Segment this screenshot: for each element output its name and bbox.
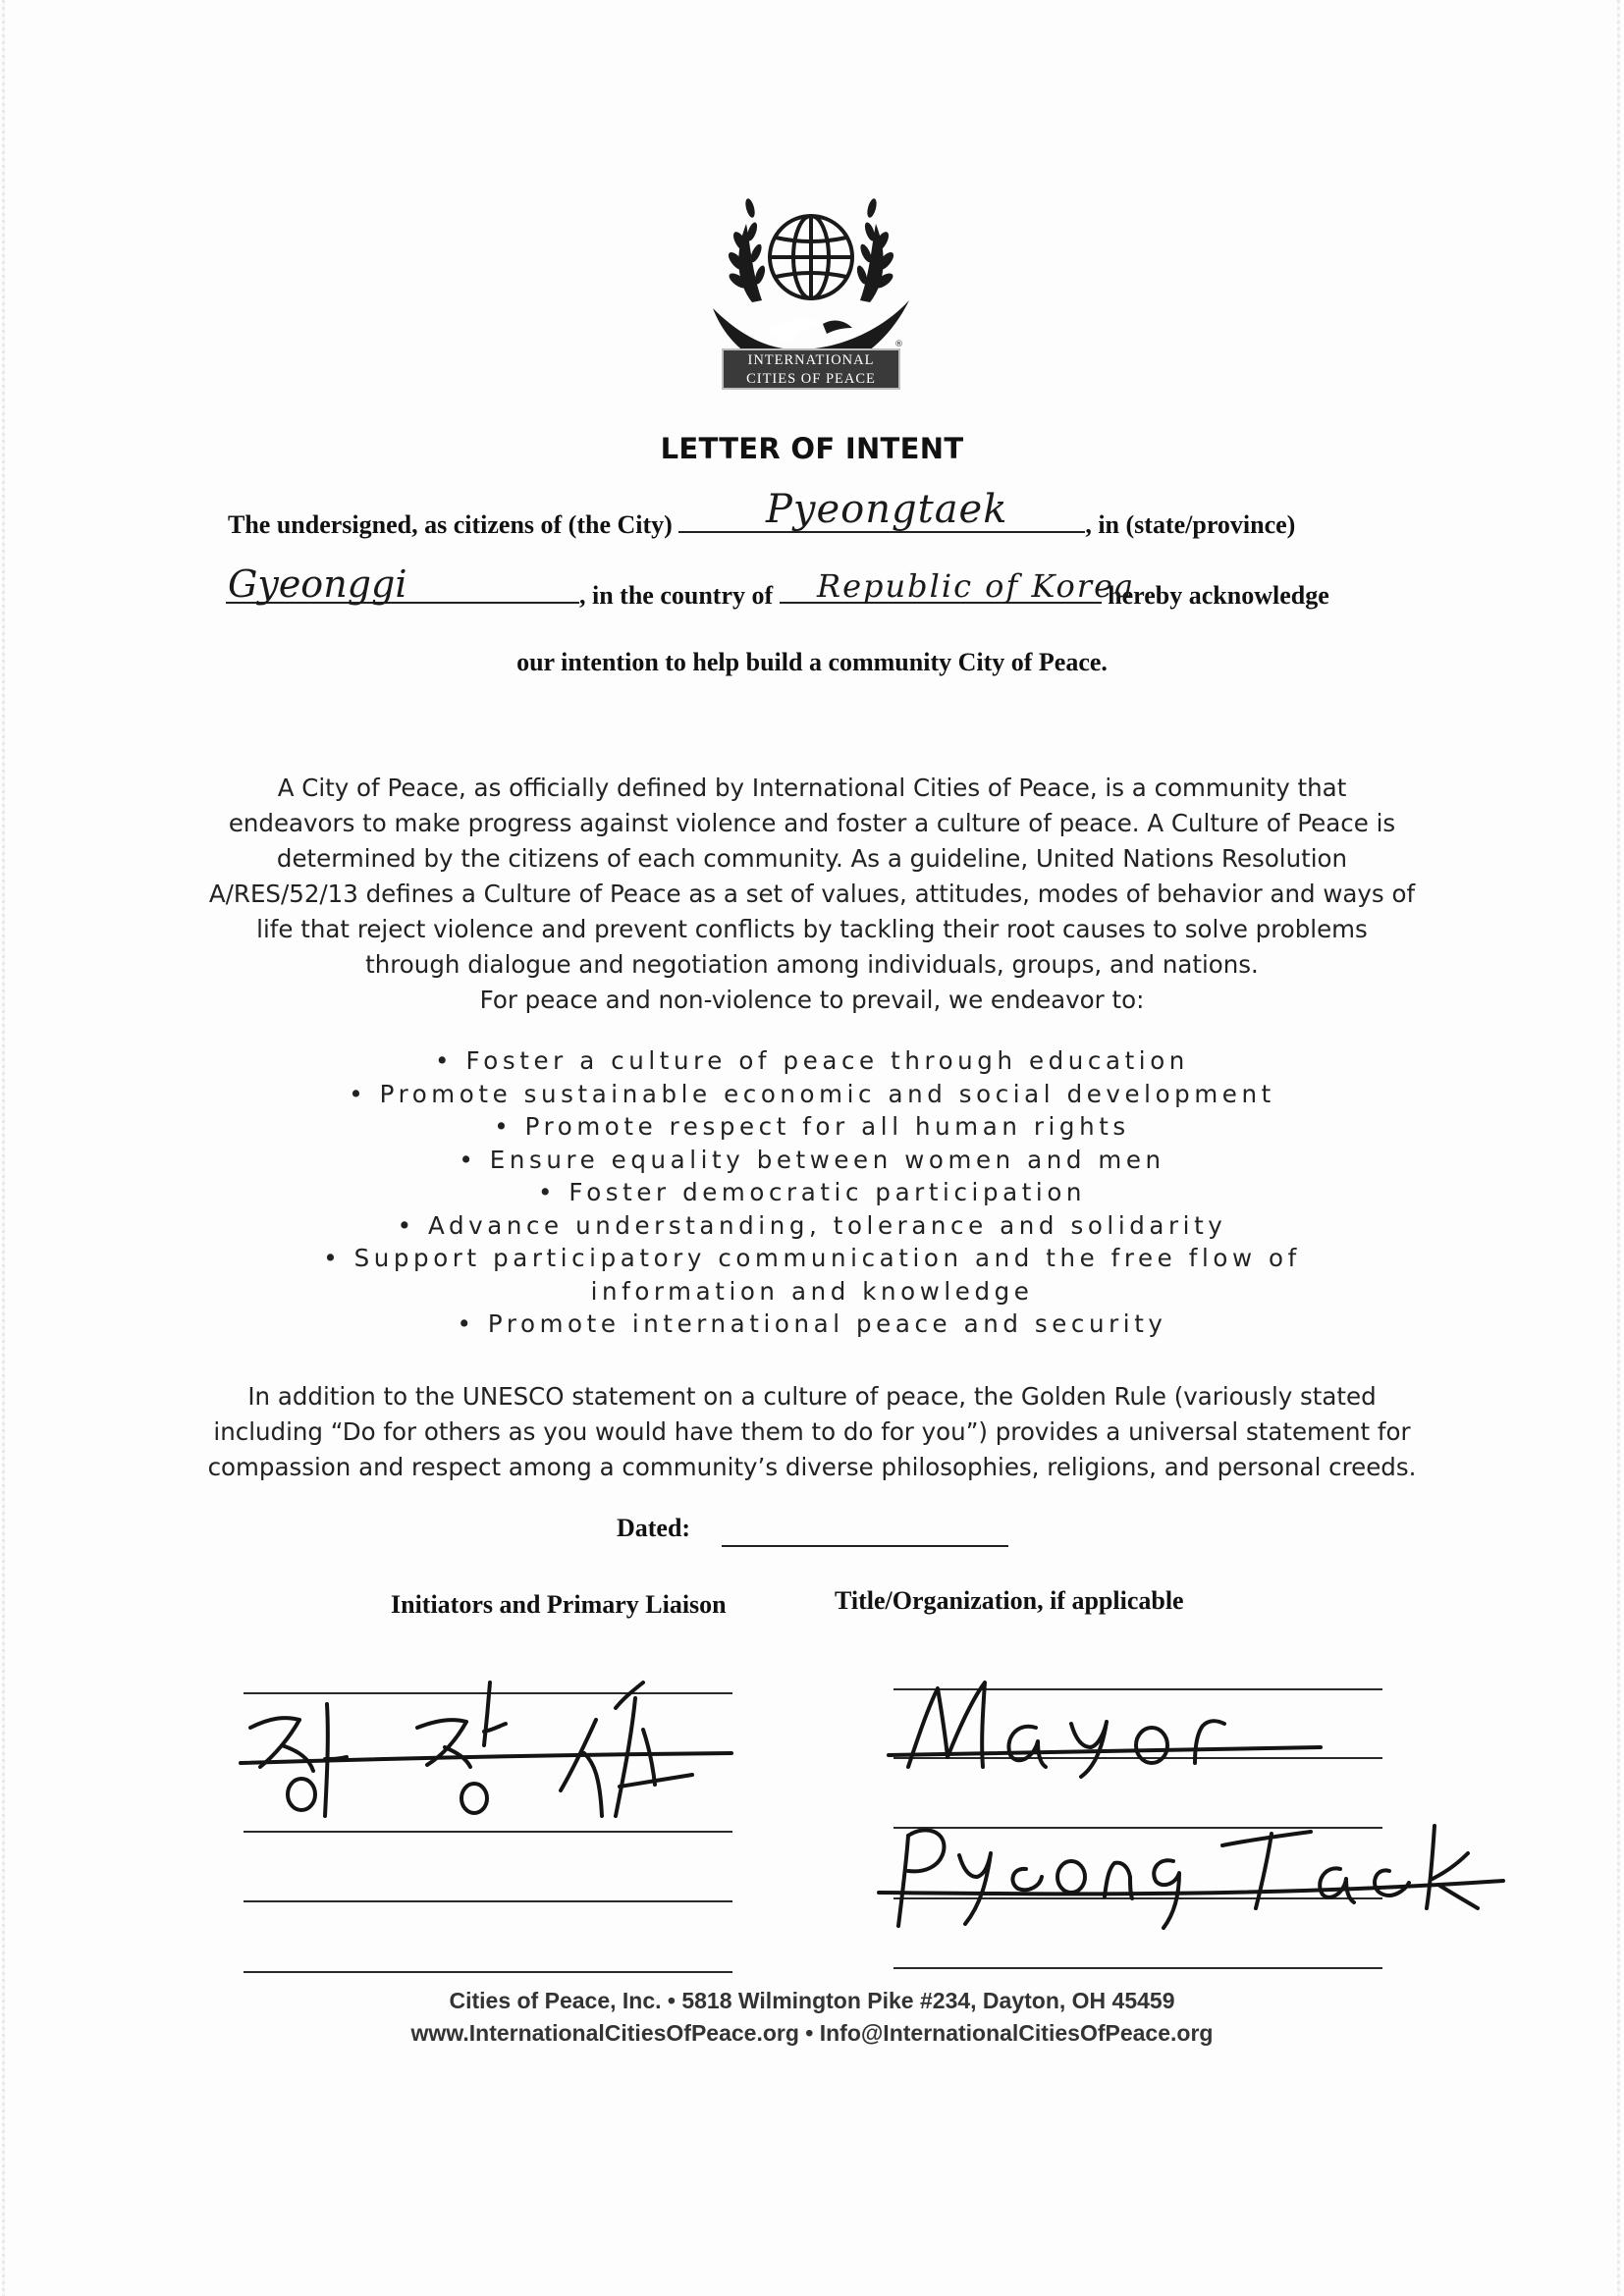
definition-line: A/RES/52/13 defines a Culture of Peace as a set of values, attitudes, modes of behavior and ways of: [208, 880, 1416, 908]
golden-rule-paragraph: [187, 1379, 1437, 1485]
list-item: • Promote respect for all human rights: [494, 1112, 1130, 1141]
scan-edge-right: [1617, 0, 1620, 2296]
form-line-1: [228, 506, 1295, 540]
logo-badge-line2: CITIES OF PEACE: [746, 371, 876, 387]
list-item: • Advance understanding, tolerance and solidarity: [397, 1210, 1227, 1240]
country-handwritten-value: Republic of Korea: [817, 567, 1136, 605]
definition-line: through dialogue and negotiation among individuals, groups, and nations.: [365, 950, 1259, 979]
registered-mark: ®: [894, 340, 903, 349]
list-item: • Foster a culture of peace through education: [435, 1046, 1189, 1075]
definition-paragraph: [196, 771, 1428, 1018]
definition-line: determined by the citizens of each community. As a guideline, United Nations Resolution: [276, 844, 1348, 873]
list-item: • Foster democratic participation: [537, 1178, 1087, 1206]
title-line: [893, 1967, 1382, 1969]
handwritten-mayor: [889, 1669, 1321, 1777]
dated-field[interactable]: [722, 1545, 1008, 1547]
dated-label: Dated:: [617, 1514, 691, 1542]
signature-line: [244, 1971, 732, 1973]
line2-mid: , in the country of: [579, 581, 774, 610]
list-item: • Ensure equality between women and men: [459, 1145, 1165, 1174]
list-item: • Support participatory communication and the free flow of: [323, 1244, 1301, 1272]
definition-line: A City of Peace, as officially defined by International Cities of Peace, is a community that: [277, 774, 1347, 802]
logo-badge-line1: INTERNATIONAL: [747, 352, 875, 368]
scan-edge-left: [2, 0, 5, 2296]
line1-suffix: , in (state/province): [1085, 510, 1296, 539]
state-handwritten-value: Gyeonggi: [228, 562, 407, 606]
golden-rule-line: In addition to the UNESCO statement on a culture of peace, the Golden Rule (variously stated: [247, 1382, 1377, 1411]
line2-suffix: hereby acknowledge: [1108, 581, 1329, 610]
handwritten-signature: [231, 1669, 741, 1836]
definition-line: life that reject violence and prevent conflicts by tackling their root causes to solve problems: [256, 915, 1368, 943]
city-handwritten-value: Pyeongtaek: [766, 487, 1008, 532]
footer-web[interactable]: www.InternationalCitiesOfPeace.org • Info@InternationalCitiesOfPeace.org: [410, 2020, 1214, 2046]
title-organization-header: Title/Organization, if applicable: [835, 1586, 1184, 1615]
definition-line: endeavors to make progress against violence and foster a culture of peace. A Culture of Peace is: [228, 809, 1396, 837]
endeavor-list: [236, 1044, 1388, 1341]
list-item-continuation: information and knowledge: [590, 1276, 1034, 1306]
initiators-header: Initiators and Primary Liaison: [391, 1590, 727, 1619]
logo-badge: [722, 348, 900, 390]
handwritten-pyeongtaek: [879, 1806, 1507, 1934]
list-item: • Promote international peace and security: [457, 1309, 1167, 1338]
line1-prefix: The undersigned, as citizens of (the City): [228, 510, 673, 539]
form-line-3: our intention to help build a community City of Peace.: [516, 648, 1108, 676]
golden-rule-line: compassion and respect among a community’s diverse philosophies, religions, and personal creeds.: [207, 1453, 1417, 1481]
page-title: LETTER OF INTENT: [660, 432, 964, 465]
list-item: • Promote sustainable economic and social development: [349, 1079, 1275, 1108]
golden-rule-line: including “Do for others as you would have them to do for you”) provides a universal statement for: [213, 1417, 1411, 1446]
signature-line: [244, 1900, 732, 1902]
footer-address: Cities of Peace, Inc. • 5818 Wilmington Pike #234, Dayton, OH 45459: [449, 1988, 1175, 2013]
definition-line: For peace and non-violence to prevail, we endeavor to:: [479, 986, 1145, 1014]
